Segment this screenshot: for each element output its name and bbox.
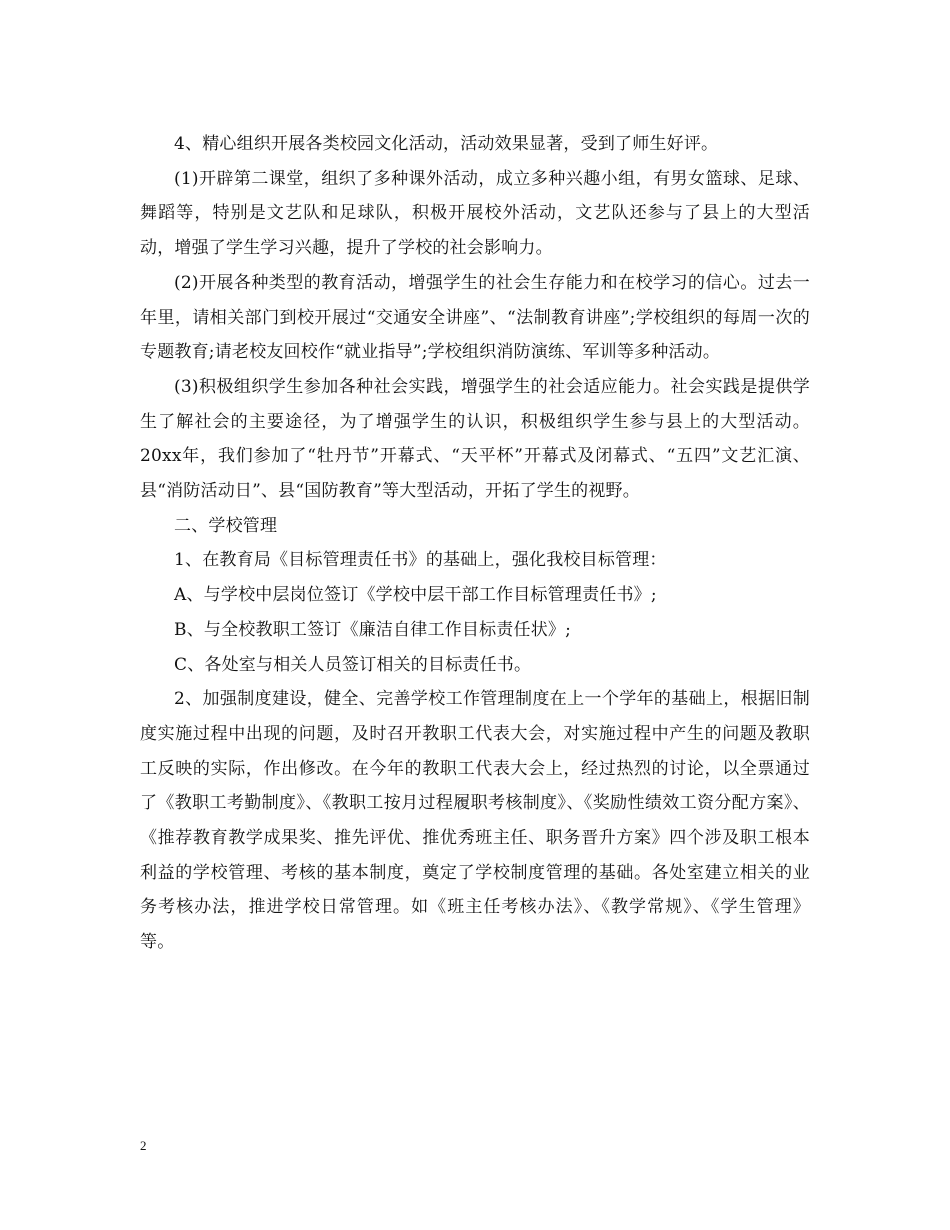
- section-heading-school-management: 二、学校管理: [174, 515, 278, 536]
- list-item-b: B、与全校教职工签订《廉洁自律工作目标责任状》;: [174, 619, 572, 640]
- paragraph-culture-activities: 4、精心组织开展各类校园文化活动，活动效果显著，受到了师生好评。: [174, 134, 719, 154]
- page-number: 2: [140, 1138, 147, 1153]
- list-item-a: A、与学校中层岗位签订《学校中层干部工作目标管理责任书》;: [174, 585, 657, 606]
- paragraph-education-activities: (2)开展各种类型的教育活动，增强学生的社会生存能力和在校学习的信心。过去一年里，请相关部门到校开展过“交通安全讲座”、“法制教育讲座”;学校组织的每周一次的专题教育;请老校友回校作“就业指导”;学校组织消防演练、军训等多种活动。: [140, 272, 810, 363]
- paragraph-system-construction: 2、加强制度建设，健全、完善学校工作管理制度在上一个学年的基础上，根据旧制度实施过程中出现的问题，及时召开教职工代表大会，对实施过程中产生的问题及教职工反映的实际，作出修改。在今年的教职工代表大会上，经过热烈的讨论，以全票通过了《教职工考勤制度》、《教职工按月过程履职考核制度》、《奖励性绩效工资分配方案》、《推荐教育教学成果奖、推先评优、推优秀班主任、职务晋升方案》四个涉及职工根本利益的学校管理、考核的基本制度，奠定了学校制度管理的基础。各处室建立相关的业务考核办法，推进学校日常管理。如《班主任考核办法》、《教学常规》、《学生管理》等。: [140, 689, 810, 953]
- document-body: [140, 127, 810, 960]
- paragraph-social-practice: (3)积极组织学生参加各种社会实践，增强学生的社会适应能力。社会实践是提供学生了解社会的主要途径，为了增强学生的认识，积极组织学生参与县上的大型活动。20xx年，我们参加了“牡丹节”开幕式、“天平杯”开幕式及闭幕式、“五四”文艺汇演、县“消防活动日”、县“国防教育”等大型活动，开拓了学生的视野。: [140, 376, 810, 502]
- paragraph-second-classroom: (1)开辟第二课堂，组织了多种课外活动，成立多种兴趣小组，有男女篮球、足球、舞蹈等，特别是文艺队和足球队，积极开展校外活动，文艺队还参与了县上的大型活动，增强了学生学习兴趣，提升了学校的社会影响力。: [140, 168, 810, 259]
- list-item-c: C、各处室与相关人员签订相关的目标责任书。: [174, 654, 532, 675]
- paragraph-target-management: 1、在教育局《目标管理责任书》的基础上，强化我校目标管理：: [174, 550, 667, 571]
